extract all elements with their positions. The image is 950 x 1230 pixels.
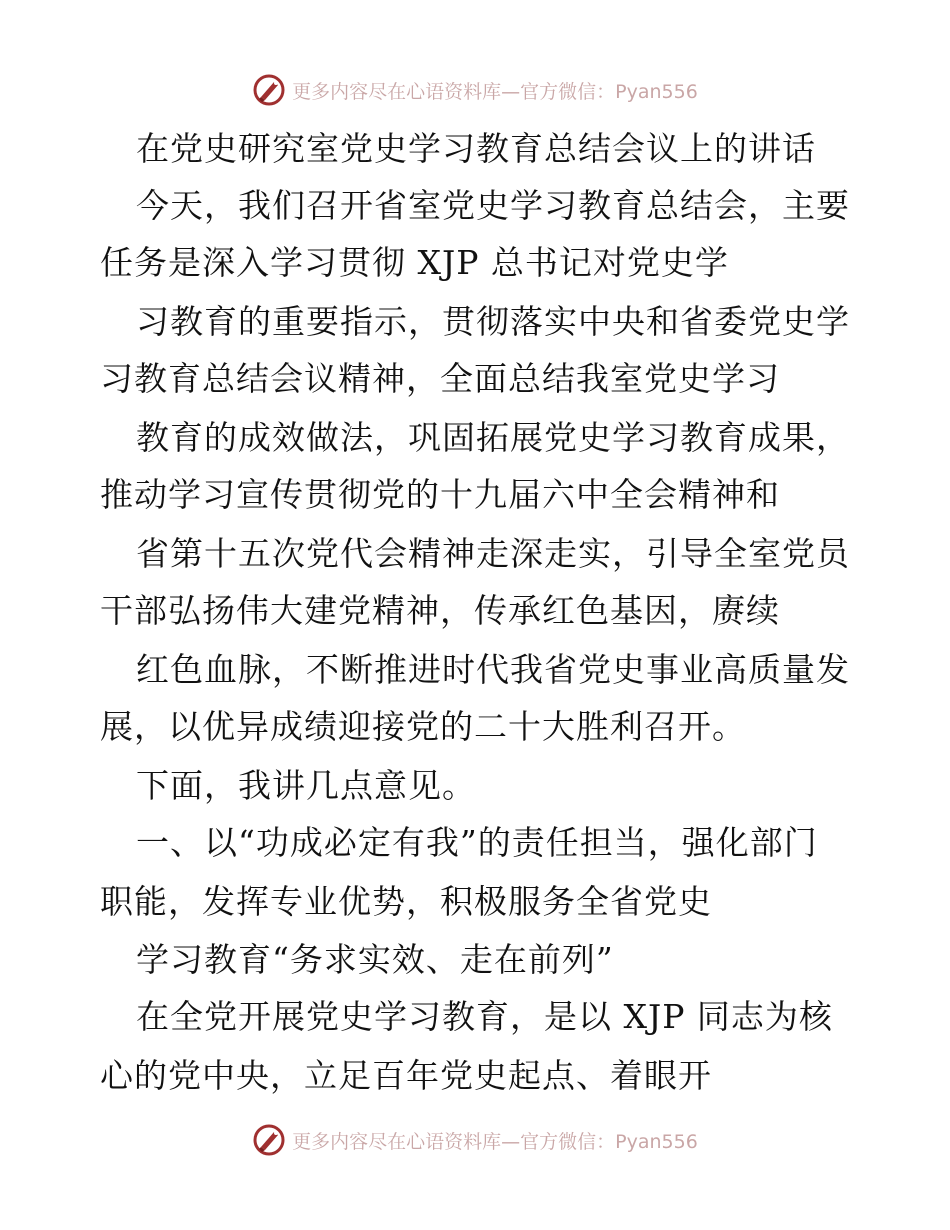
paragraph-line: 今天，我们召开省室党史学习教育总结会，主要 — [136, 186, 850, 225]
paragraph-line: 下面，我讲几点意见。 — [136, 766, 476, 805]
watermark-text: 更多内容尽在心语资料库—官方微信：Pyan556 — [292, 1130, 698, 1153]
document-title: 在党史研究室党史学习教育总结会议上的讲话 — [136, 129, 816, 168]
paragraph-line: 省第十五次党代会精神走深走实，引导全室党员 — [136, 534, 850, 573]
paragraph-line: 在全党开展党史学习教育，是以 XJP 同志为核 — [136, 997, 833, 1036]
section-heading-line: 职能，发挥专业优势，积极服务全省党史 — [100, 882, 712, 921]
paragraph-line: 教育的成效做法，巩固拓展党史学习教育成果， — [136, 418, 850, 457]
section-heading-line: 一、以“功成必定有我”的责任担当，强化部门 — [136, 823, 818, 862]
paragraph-line: 习教育的重要指示，贯彻落实中央和省委党史学 — [136, 302, 850, 341]
footer-watermark — [0, 1120, 950, 1160]
paragraph-line: 任务是深入学习贯彻 XJP 总书记对党史学 — [100, 243, 729, 282]
paragraph-line: 习教育总结会议精神，全面总结我室党史学习 — [100, 359, 780, 398]
paragraph-line: 干部弘扬伟大建党精神，传承红色基因，赓续 — [100, 591, 780, 630]
watermark-text: 更多内容尽在心语资料库—官方微信：Pyan556 — [292, 80, 698, 103]
paragraph-line: 心的党中央，立足百年党史起点、着眼开 — [100, 1056, 712, 1095]
paragraph-line: 红色血脉，不断推进时代我省党史事业高质量发 — [136, 650, 850, 689]
paragraph-line: 推动学习宣传贯彻党的十九届六中全会精神和 — [100, 475, 780, 514]
section-heading-line: 学习教育“务求实效、走在前列” — [136, 940, 614, 979]
paragraph-line: 展，以优异成绩迎接党的二十大胜利召开。 — [100, 707, 746, 746]
hand-pen-icon — [252, 1123, 286, 1157]
